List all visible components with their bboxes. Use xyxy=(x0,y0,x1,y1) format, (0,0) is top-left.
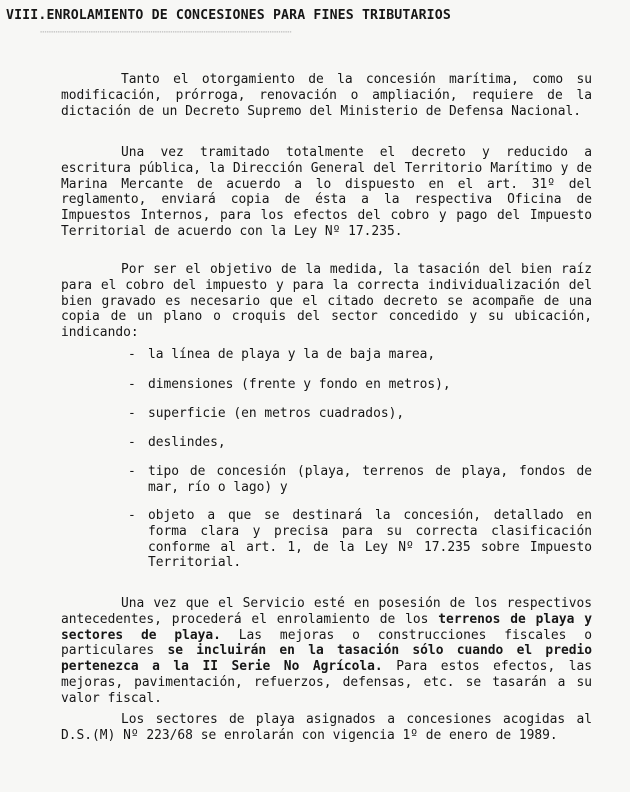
paragraph-2-text: Una vez tramitado totalmente el decreto y reducido a escritura pública, la Dirección General del Territorio Marítimo y de Marina Mercante de acuerdo a lo dispuesto en el art. 31º del reglamento, enviará copia de ésta a la respectiva Oficina de Impuestos Internos, para los efectos del cobro y pago del Impuesto Territorial de acuerdo con la Ley Nº 17.235. xyxy=(61,145,592,239)
paragraph-3 xyxy=(61,262,592,341)
list-item xyxy=(128,508,592,571)
bullet-dash: - xyxy=(128,435,136,450)
bullet-dash: - xyxy=(128,347,136,362)
bullet-dash: - xyxy=(128,406,136,421)
paragraph-4-emphasis-2: se incluirán en la tasación sólo cuando el predio pertenezca a la II Serie No Agrícola. xyxy=(61,643,592,675)
paragraph-3-text: Por ser el objetivo de la medida, la tasación del bien raíz para el cobro del impuesto y para la correcta individualización del bien gravado es necesario que el citado decreto se acompañe de una copia de un plano o croquis del sector concedido y su ubicación, indicando: xyxy=(61,262,592,341)
paragraph-4-emphasis-1: terrenos de playa y sectores de playa. xyxy=(61,611,593,643)
bleed-through-text: …………………………………………………………………………………………………… xyxy=(40,28,292,41)
bullet-dash: - xyxy=(128,464,136,479)
list-item-text: objeto a que se destinará la concesión, detallado en forma clara y precisa para su correcta clasificación conforme al art. 1, de la Ley Nº 17.235 sobre Impuesto Territorial. xyxy=(148,508,592,571)
section-heading: VIII.ENROLAMIENTO DE CONCESIONES PARA FINES TRIBUTARIOS xyxy=(6,8,451,23)
list-item-text: tipo de concesión (playa, terrenos de playa, fondos de mar, río o lago) y xyxy=(148,464,592,495)
paragraph-4-text-2: Las mejoras o construcciones fiscales o particulares xyxy=(61,627,592,659)
list-item xyxy=(128,347,592,363)
bullet-dash: - xyxy=(128,508,136,523)
list-item xyxy=(128,377,592,393)
paragraph-5-text: Los sectores de playa asignados a concesiones acogidas al D.S.(M) Nº 223/68 se enrolarán con vigencia 1º de enero de 1989. xyxy=(61,712,592,743)
list-item xyxy=(128,406,592,422)
list-item-text: dimensiones (frente y fondo en metros), xyxy=(148,377,451,392)
list-item-text: superficie (en metros cuadrados), xyxy=(148,406,405,421)
paragraph-5 xyxy=(61,712,592,744)
list-item-text: la línea de playa y la de baja marea, xyxy=(148,347,436,362)
list-item-text: deslindes, xyxy=(148,435,226,450)
paragraph-1 xyxy=(61,72,592,119)
list-item xyxy=(128,464,592,496)
paragraph-4-text: Una vez que el Servicio esté en posesión de los respectivos antecedentes, procederá el enrolamiento de los xyxy=(61,596,592,627)
paragraph-2 xyxy=(61,145,592,240)
paragraph-1-text: Tanto el otorgamiento de la concesión marítima, como su modificación, prórroga, renovación o ampliación, requiere de la dictación de un Decreto Supremo del Ministerio de Defensa Nacional. xyxy=(61,72,592,119)
paragraph-4 xyxy=(61,596,592,707)
paragraph-4-text-3: Para estos efectos, las mejoras, pavimentación, refuerzos, defensas, etc. se tasarán a su valor fiscal. xyxy=(61,659,593,706)
bullet-dash: - xyxy=(128,377,136,392)
list-item xyxy=(128,435,592,451)
